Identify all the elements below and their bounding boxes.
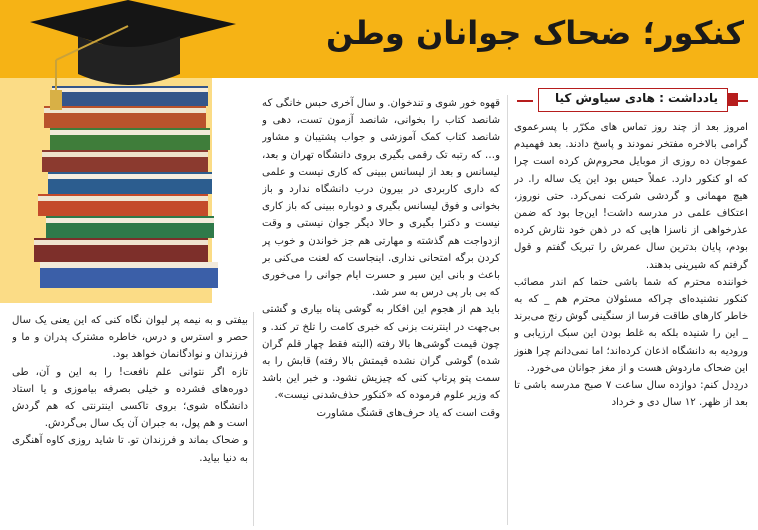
article-title: کنکور؛ ضحاک جوانان وطن [325, 14, 744, 52]
book-stack-icon [34, 86, 218, 288]
article-column-middle [262, 95, 500, 529]
author-byline: یادداشت : هادی سیاوش کیا [554, 91, 718, 105]
graduation-cap-books-illustration [0, 0, 240, 305]
paragraph: دردِدل کنم: دوازده سال ساعت ۷ صبح مدرسه باشی تا بعد از ظهر. ۱۲ سال دی و خرداد [514, 380, 748, 409]
paragraph: امروز بعد از چند روز تماس های مکرّر با پسرعموی گرامی بالاخره مفتخر نمودند و پاسخ دادند. بعد فهمیدم عموجان ده روزی از موبایل محروم‌ش کرده است چرا که او کنکور دارد. عملاً حبس بود این یک ساله را. در هیچ مهمانی و گردشی شرکت نمی‌کرد. حتی نوروز، اعتکاف علمی در مدرسه داشت! این‌جا بود که ضمن عذرخواهی از ناسزا هایی که در ذهن خود نثارش کرده بودم، پایان بدترین سال عمرش را تبریک گفتم و قول گرفتم که شیرینی بدهند. [514, 122, 748, 271]
article-column-right [514, 119, 748, 529]
byline [516, 88, 748, 114]
byline-rule-right [735, 100, 748, 102]
column-divider [507, 95, 508, 525]
paragraph: و ضحاک بماند و فرزندان تو. تا شاید روزی کاوه آهنگری به دنیا بیاید. [12, 435, 248, 464]
paragraph: باید هم از هجوم این افکار به گوشی پناه بیاری و گشتی بی‌جهت در اینترنت بزنی که خبری کامت را تلخ تر کند. و چون قیمت گوشی‌ها بالا رفته (البته فقط چهار قلم گران شده) گوشی گران نشده قیمتش بالا رفته) قابش را به سمت پتو پرتاپ کنی که چیزیش نشود. و خبر این باشد که وزیر علوم فرموده که «کنکور حذف‌شدنی نیست». [262, 304, 500, 402]
paragraph: قهوه خور شوی و تندخوان. و سال آخری حبس خانگی که شانصد کتاب را بخوانی، شانصد آزمون تست، دهی و شانصد کتاب کمک آموزشی و جواب پشتیبان و مشاور و… که رتبه تک رقمی بگیری بروی دانشگاه تهران و بعد، لیسانس و بعد از لیسانس ببینی که کاری نیست و علمی که داری کاربردی در بیرون درب دانشگاه ندارد و باز بخوانی و فوق لیسانس بگیری و دوباره ببینی که باز کاری نیست و دکترا بگیری و حالا دیگر جوان نیستی و وقت ازدواجت هم گذشته و مهارتی هم جز خواندن و خوب پر کردن برگه امتحانی نداری. اینجاست که لعنت می‌کنی بر باعث و بانی این سیر و حسرت ایام جوانی را می‌خوری که بی بار پی درس به سر شد. [262, 98, 500, 299]
paragraph: خواننده محترم که شما باشی حتما کم اندر مصائب کنکور نشنیده‌ای چراکه مسئولان محترم هم _ که به خاطر کارهای طاقت فرسا از سنگینی گوش رنج می‌برند _ این را شنیده بلکه به غلط بودن این سبک ارزیابی و ورودیه به دانشگاه اذعان کرده‌اند؛ اما نمی‌دانم چرا هنوز این ضحاک ماردوش هست و از مغز جوانان می‌خورد. [514, 276, 748, 374]
paragraph: تازه اگر نتوانی علم نافعت! را به این و آن، طی دوره‌های فشرده و خیلی بصرفه بیاموزی و یا استاد دانشگاه شوی؛ بروی تاکسی اینترنتی که هم گردش است و هم پول، به جبران آن یک سال بی‌گردش. [12, 366, 248, 430]
byline-rule-left [517, 100, 533, 102]
paragraph: بیفتی و به نیمه پر لیوان نگاه کنی که این یعنی یک سال حصر و استرس و درس، خاطره مشترک پدران و ما و فرزندان و نوادگانمان خواهد بود. [12, 315, 248, 361]
column-divider [253, 312, 254, 526]
paragraph: وقت است که یاد حرف‌های قشنگ مشاورت [316, 407, 500, 419]
article-column-left [12, 312, 248, 528]
